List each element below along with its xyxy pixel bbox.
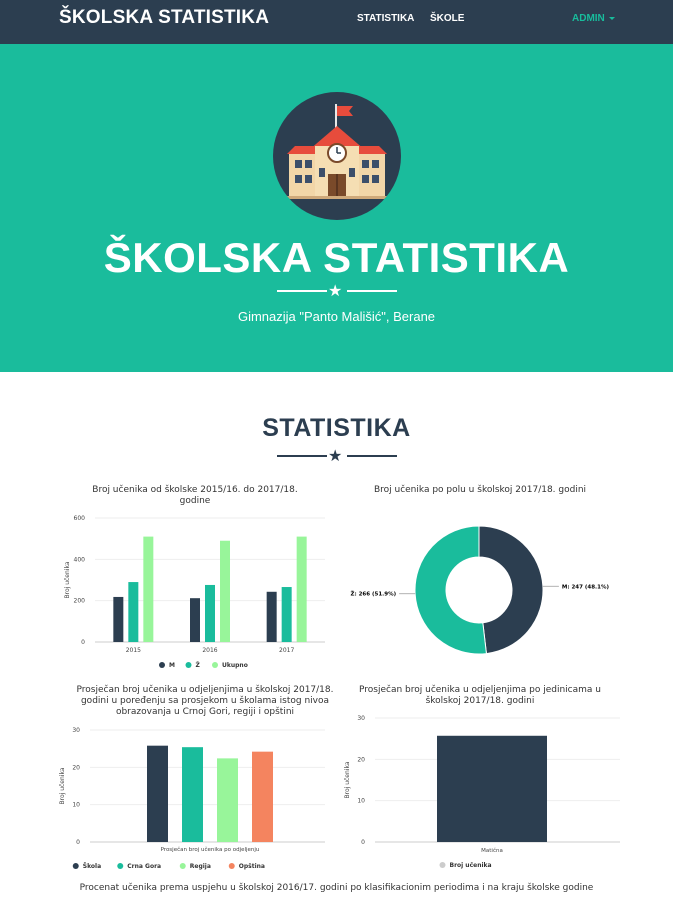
hero-divider-left: [277, 290, 327, 292]
y-tick-label: 600: [73, 515, 85, 522]
section-divider-right: [347, 455, 397, 457]
chart2-title: Broj učenika po polu u školskoj 2017/18. godini: [373, 485, 587, 495]
hero-title: ŠKOLSKA STATISTIKA: [103, 234, 570, 281]
y-tick-label: 10: [357, 797, 365, 805]
bar-opstina: [252, 752, 273, 842]
legend-label-regija: Regija: [189, 863, 211, 870]
slice-z: [415, 526, 486, 654]
y-tick-label: 0: [81, 639, 85, 646]
x-tick-label: Matična: [481, 848, 503, 854]
chart-class-average-comparison: [55, 722, 345, 877]
y-tick-label: 400: [73, 556, 85, 564]
section-divider-left: [277, 455, 327, 457]
y-tick-label: 0: [76, 839, 80, 846]
caret-down-icon: [609, 17, 615, 20]
y-axis-label: Broj učenika: [64, 561, 71, 599]
legend-label-crna-gora: Crna Gora: [127, 863, 162, 870]
x-axis-label: Prosječan broj učenika po odjeljenju: [160, 847, 260, 853]
y-tick-label: 20: [72, 764, 80, 772]
hero-divider-right: [347, 290, 397, 292]
legend-marker-z: [186, 662, 192, 668]
bar-m-2015: [113, 597, 123, 642]
brand-link[interactable]: ŠKOLSKA STATISTIKA: [59, 7, 270, 28]
nav-link-skole[interactable]: ŠKOLE: [430, 13, 465, 24]
legend-label-ukupno: Ukupno: [222, 662, 248, 669]
y-tick-label: 20: [357, 756, 365, 764]
slice-label-z: Ž: 266 (51.9%): [350, 591, 397, 598]
nav-link-statistika[interactable]: STATISTIKA: [357, 13, 415, 24]
admin-dropdown[interactable]: [572, 13, 615, 24]
bar-skola: [147, 746, 168, 842]
bar-m-2016: [190, 598, 200, 642]
footer-note: Procenat učenika prema uspjehu u školskoj 2016/17. godini po klasifikacionim periodima i na kraju školske godine: [79, 883, 594, 893]
hero-subtitle: Gimnazija "Panto Mališić", Berane: [237, 309, 436, 324]
x-tick-label: 2015: [125, 647, 141, 654]
legend-marker-ukupno: [212, 662, 218, 668]
bar-ukupno-2017: [297, 537, 307, 642]
legend-label-opstina: Opština: [238, 863, 265, 870]
legend-marker-m: [159, 662, 165, 668]
legend-label-broj-ucenika: Broj učenika: [449, 862, 492, 869]
navbar: [0, 0, 673, 44]
slice-m: [479, 526, 543, 654]
y-axis-label: Broj učenika: [344, 761, 351, 799]
bar-z-2015: [128, 582, 138, 642]
bar-ukupno-2015: [143, 537, 153, 642]
legend-marker-crna-gora: [117, 863, 123, 869]
bar-m-2017: [267, 592, 277, 642]
y-tick-label: 0: [361, 839, 365, 846]
x-tick-label: 2017: [279, 647, 295, 654]
star-icon: ★: [328, 281, 343, 300]
y-axis-label: Broj učenika: [59, 767, 66, 805]
y-tick-label: 200: [73, 597, 85, 605]
legend-label-skola: Škola: [82, 863, 102, 870]
legend-marker-opstina: [229, 863, 235, 869]
chart4-title: Prosječan broj učenika u odjeljenjima po jedinicama u školskoj 2017/18. godini: [359, 685, 601, 706]
bar-regija: [217, 758, 238, 842]
bar-ukupno-2016: [220, 541, 230, 642]
x-tick-label: 2016: [202, 647, 218, 654]
chart1-title: Broj učenika od školske 2015/16. do 2017/18. godine: [92, 485, 298, 506]
bar-crna-gora: [182, 747, 203, 842]
legend-label-z: Ž: [195, 662, 200, 669]
legend-marker-broj-ucenika: [440, 862, 446, 868]
bar-z-2017: [282, 587, 292, 642]
chart-gender-donut: [340, 510, 640, 675]
star-icon: ★: [328, 446, 343, 465]
y-tick-label: 30: [72, 727, 80, 734]
school-logo: [273, 92, 401, 220]
bar-maticna: [437, 736, 547, 842]
admin-label: ADMIN: [572, 13, 605, 24]
chart-class-average-by-unit: [340, 710, 640, 877]
hero-section: [0, 44, 673, 372]
y-tick-label: 10: [72, 801, 80, 809]
legend-marker-regija: [180, 863, 186, 869]
legend-label-m: M: [169, 662, 175, 669]
legend-marker-skola: [73, 863, 79, 869]
school-building-icon: [273, 92, 401, 220]
chart3-title: Prosječan broj učenika u odjeljenjima u školskoj 2017/18. godini u poređenju sa prosjekom u školama istog nivoa obrazovanja u Crnoj Gori, regiji i opštini: [76, 685, 334, 717]
y-tick-label: 30: [357, 715, 365, 722]
bar-z-2016: [205, 585, 215, 642]
section-title: STATISTIKA: [262, 414, 411, 442]
slice-label-m: M: 247 (48.1%): [561, 584, 609, 591]
chart-students-by-year: [55, 510, 345, 675]
